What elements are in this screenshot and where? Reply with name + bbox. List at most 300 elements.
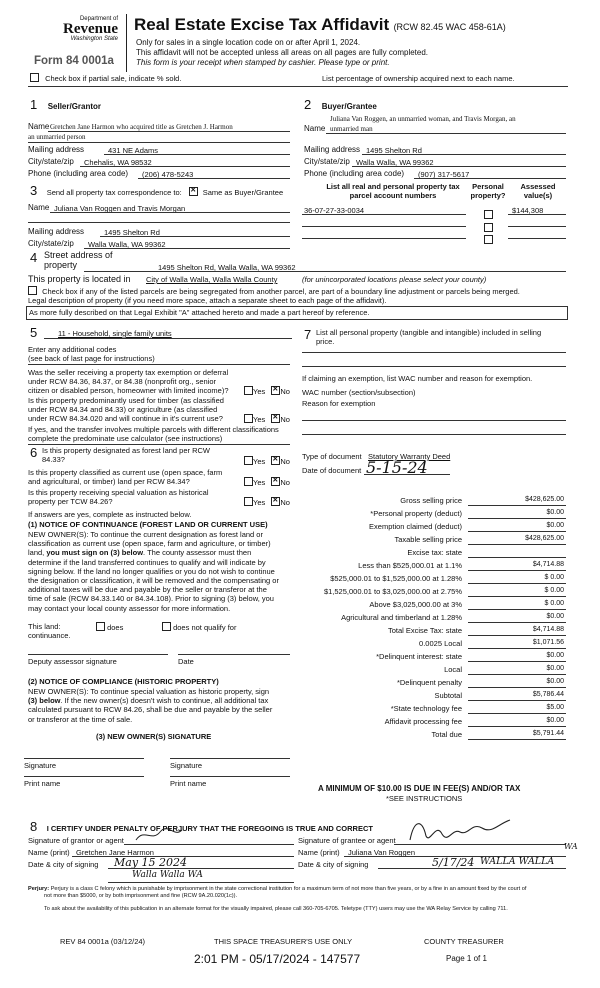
accessibility-note: To ask about the availability of this publication in an alternate format for the visually impaired, please call 360-705-6705. Teletype (TTY) users may use the WA Relay Service by calling 711. — [44, 906, 508, 912]
tax-row-value[interactable]: $0.00 — [546, 613, 564, 620]
tax-row-rule — [468, 622, 566, 623]
notice-line: additional taxes will be due and payable by the seller or transferor at the — [28, 585, 267, 595]
perjury-line: not more than $5000, or by both imprisonment and fine (RCW 9A.20.020(1c)). — [44, 893, 238, 899]
yes-label: Yes — [253, 498, 266, 507]
tax-row-rule — [468, 726, 566, 727]
tax-row-label: Total due — [431, 730, 462, 739]
tax-row-label: *Delinquent interest: state — [376, 652, 462, 661]
personal-heading-2: property? — [470, 191, 506, 200]
subtitle-3: This form is your receipt when stamped by cashier. Please type or print. — [136, 58, 390, 67]
yes-label: Yes — [253, 387, 266, 396]
no-checkbox[interactable] — [271, 477, 280, 486]
grantee-signature-label: Signature of grantee or agent — [298, 836, 396, 845]
document-type-label: Type of document — [302, 452, 362, 461]
q-line: Is this property classified as current use (open space, farm — [28, 468, 223, 477]
notice-line: may contact your local county assessor for more information. — [28, 603, 231, 613]
assessed-heading — [512, 182, 564, 200]
tax-row-value[interactable]: $0.00 — [546, 678, 564, 685]
grantee-signature[interactable] — [406, 814, 514, 848]
tax-row-rule — [468, 583, 566, 584]
partial-sale-label: Check box if partial sale, indicate % sold. — [45, 74, 182, 83]
seller-city-value[interactable]: Chehalis, WA 98532 — [84, 158, 152, 167]
correspondence-name-label: Name — [28, 203, 50, 212]
personal-heading-1: Personal — [472, 182, 504, 191]
tax-row-value[interactable]: $ 0.00 — [544, 574, 564, 581]
tax-row-rule — [468, 596, 566, 597]
q-line: under RCW 84.34 and 84.33) or agriculture (as classified — [28, 405, 218, 414]
grantor-city-value[interactable]: Walla Walla WA — [132, 870, 203, 880]
historic-answer — [244, 497, 290, 507]
q-line: under RCW 84.34.020 and will continue in it's current use? — [28, 414, 223, 423]
notice-line: time of sale (RCW 84.33.140 or 84.34.108). Prior to signing (3) below, you — [28, 594, 274, 604]
rule — [84, 271, 566, 272]
grantee-name-label: Name (print) — [298, 848, 340, 857]
personal-property-checkbox[interactable] — [484, 235, 493, 244]
rule — [138, 178, 290, 179]
rule — [302, 352, 566, 353]
tax-row-label: $525,000.01 to $1,525,000.00 at 1.28% — [330, 574, 462, 583]
partial-sale-checkbox[interactable] — [30, 73, 39, 82]
notice-line: signing below. If the land no longer qualifies or you do not wish to continue — [28, 566, 275, 576]
tax-row-rule — [468, 674, 566, 675]
q-line: under RCW 84.36, 84.37, or 84.38 (nonprofit org., senior — [28, 377, 217, 386]
grantee-city-value[interactable]: WALLA WALLA — [480, 856, 555, 867]
parcel-heading-1: List all real and personal property tax — [326, 182, 460, 191]
grantor-name-value[interactable]: Gretchen Jane Harmon — [76, 848, 154, 857]
tax-row-value[interactable]: $4,714.88 — [532, 561, 564, 568]
label-line: price. — [316, 337, 335, 346]
document-type-value[interactable]: Statutory Warranty Deed — [368, 452, 451, 461]
rule — [378, 868, 566, 869]
correspondence-city-value[interactable]: Walla Walla, WA 99362 — [88, 240, 166, 249]
perjury-notice — [28, 886, 526, 900]
tax-row-label: Taxable selling price — [394, 535, 462, 544]
correspondence-name-value[interactable]: Juliana Van Roggen and Travis Morgan — [54, 204, 186, 213]
property-address-value[interactable]: 1495 Shelton Rd, Walla Walla, WA 99362 — [158, 263, 296, 272]
grantee-name-value[interactable]: Juliana Van Roggen — [348, 848, 415, 857]
tax-row-value[interactable]: $0.00 — [546, 665, 564, 672]
tax-row-value[interactable]: $1,071.56 — [532, 639, 564, 646]
rule — [100, 236, 290, 237]
q-line: and agricultural, or timber) land per RCW 84.34? — [28, 477, 190, 486]
notice-line: or transferor at the time of sale. — [28, 714, 133, 724]
q-line: Is this property predominantly used for timber (as classified — [28, 396, 224, 405]
tax-row-label: Above $3,025,000.00 at 3% — [369, 600, 462, 609]
use-code-value[interactable]: 11 - Household, single family units — [58, 329, 172, 338]
personal-property-label — [316, 328, 541, 346]
notice-line: NEW OWNER(S): To continue special valuation as historic property, sign — [28, 687, 270, 696]
grantee-date-value[interactable]: 5/17/24 — [432, 856, 475, 869]
tax-row-rule — [468, 687, 566, 688]
notice-text: . The county assessor must then — [143, 548, 252, 558]
segregated-row — [28, 286, 520, 296]
tax-row-label: Total Excise Tax: state — [387, 626, 462, 635]
tax-row-rule — [468, 544, 566, 545]
yes-label: Yes — [253, 478, 266, 487]
print-name-label: Print name — [24, 779, 61, 788]
rule — [414, 178, 566, 179]
tax-row-rule — [468, 739, 566, 740]
rule — [24, 776, 144, 777]
rule — [302, 420, 566, 421]
tax-row-rule — [468, 557, 566, 558]
tax-row-label: *Delinquent penalty — [396, 678, 462, 687]
forest-answer — [244, 456, 290, 466]
rule — [84, 248, 290, 249]
notice-text: . If the new owner(s) doesn't wish to continue, all additional tax — [60, 696, 269, 706]
q-line: property per TCW 84.26? — [28, 497, 113, 506]
does-checkbox[interactable] — [96, 622, 105, 631]
tax-row-label: Subtotal — [434, 691, 462, 700]
tax-row-label: 0.0025 Local — [419, 639, 462, 648]
grantor-date-label: Date & city of signing — [28, 860, 99, 869]
perjury-label: Perjury: — [28, 886, 50, 892]
grantee-date-label: Date & city of signing — [298, 860, 369, 869]
tax-row-rule — [468, 713, 566, 714]
yes-checkbox[interactable] — [244, 497, 253, 506]
tax-row-rule — [468, 531, 566, 532]
rule — [508, 214, 566, 215]
tax-row-value[interactable]: $4,714.88 — [532, 626, 564, 633]
rule — [28, 654, 168, 655]
rule — [108, 882, 294, 883]
notice-bold: (3) below — [28, 696, 61, 706]
grantee-state-value[interactable]: WA — [564, 842, 578, 851]
buyer-title: Buyer/Grantee — [321, 102, 377, 111]
tax-row-value[interactable]: $0.00 — [546, 509, 564, 516]
yes-label: Yes — [253, 457, 266, 466]
does-not-option — [162, 622, 236, 632]
tax-row-rule — [468, 609, 566, 610]
tax-row-rule — [468, 635, 566, 636]
exemption-question — [28, 368, 229, 395]
certify-heading — [30, 818, 373, 836]
segregated-label: Check box if any of the listed parcels are being segregated from another parcel, are part of a boundary line adjustment or parcels being merged. — [42, 287, 520, 296]
same-as-buyer-checkbox[interactable] — [189, 187, 198, 196]
section-number: 1 — [30, 97, 38, 112]
rule — [50, 212, 290, 213]
notice-compliance-body — [28, 687, 272, 724]
minimum-fee-note: A MINIMUM OF $10.00 IS DUE IN FEE(S) AND/OR TAX — [318, 784, 521, 793]
tax-row-rule — [468, 700, 566, 701]
tax-row-label: Local — [444, 665, 462, 674]
partial-sale-row — [30, 73, 181, 83]
rule — [124, 844, 294, 845]
revision-label: REV 84 0001a (03/12/24) — [60, 937, 146, 946]
deputy-date-label: Date — [178, 657, 194, 666]
timber-answer — [244, 414, 290, 424]
form-number: Form 84 0001a — [34, 55, 114, 67]
notice-bold: you must sign on (3) below — [46, 548, 144, 558]
tax-row-label: Exemption claimed (deduct) — [369, 522, 462, 531]
section-number: 5 — [30, 325, 38, 340]
tax-row-value[interactable]: $5.00 — [546, 704, 564, 711]
does-not-checkbox[interactable] — [162, 622, 171, 631]
q-line: Is this property receiving special valuation as historical — [28, 488, 209, 497]
exemption-label: If claiming an exemption, list WAC number and reason for exemption. — [302, 374, 533, 383]
ownership-note: List percentage of ownership acquired next to each name. — [322, 74, 515, 83]
correspondence-city-label: City/state/zip — [28, 239, 74, 248]
tax-row-value[interactable]: $0.00 — [546, 522, 564, 529]
parcel-number[interactable]: 36-07-27-33-0034 — [304, 206, 365, 215]
deputy-signature-label: Deputy assessor signature — [28, 657, 117, 666]
rule — [302, 366, 566, 367]
new-owner-signature-title: (3) NEW OWNER(S) SIGNATURE — [96, 732, 212, 741]
rule — [362, 154, 566, 155]
section-number: 8 — [30, 819, 38, 834]
seller-phone-label: Phone (including area code) — [28, 169, 129, 178]
buyer-mailing-value[interactable]: 1495 Shelton Rd — [366, 146, 422, 155]
page-title: Real Estate Excise Tax Affidavit — [134, 15, 390, 34]
personal-heading — [468, 182, 508, 200]
historic-question — [28, 488, 209, 506]
rule — [48, 131, 290, 132]
logo-line-3: Washington State — [70, 36, 118, 42]
rule — [24, 758, 144, 759]
does-label: does — [107, 623, 124, 632]
buyer-phone-value[interactable]: (907) 317-5617 — [418, 170, 470, 179]
legal-description-label: Legal description of property (if you need more space, attach a separate sheet to each page of the affidavit). — [28, 296, 387, 305]
see-instructions-note: *SEE INSTRUCTIONS — [386, 794, 463, 803]
notice-continuance-title: (1) NOTICE OF CONTINUANCE (FOREST LAND OR CURRENT USE) — [28, 520, 268, 529]
does-not-label: does not qualify for — [173, 623, 237, 632]
perjury-line — [28, 886, 526, 893]
correspondence-mailing-value[interactable]: 1495 Shelton Rd — [104, 228, 160, 237]
current-use-answer — [244, 477, 290, 487]
rule — [326, 133, 566, 134]
buyer-heading — [304, 96, 377, 114]
q-line: citizen or disabled person, homeowner with limited income)? — [28, 386, 229, 395]
tax-row-label: *State technology fee — [390, 704, 462, 713]
no-label: No — [280, 387, 290, 396]
rule — [352, 166, 566, 167]
page-title-block — [134, 15, 506, 35]
cashier-stamp: 2:01 PM - 05/17/2024 - 147577 — [194, 952, 361, 966]
assessed-heading-2: value(s) — [523, 191, 553, 200]
seller-phone-value[interactable]: (206) 478-5243 — [142, 170, 194, 179]
tax-row-value[interactable]: $5,791.44 — [532, 730, 564, 737]
multiple-parcels-note — [28, 425, 279, 443]
additional-codes-label: Enter any additional codes — [28, 345, 117, 354]
notice-line: classification as current use (open space, farm and agriculture, or timber) — [28, 539, 271, 549]
tax-row-value[interactable]: $0.00 — [546, 652, 564, 659]
street-label-2: property — [44, 260, 78, 270]
tax-row-rule — [468, 570, 566, 571]
notice-line — [28, 548, 279, 557]
document-date-label: Date of document — [302, 466, 362, 475]
notice-line: calculated pursuant to RCW 84.26, shall be due and payable by the seller — [28, 705, 273, 715]
no-label: No — [280, 415, 290, 424]
signature-label: Signature — [170, 761, 203, 770]
rule — [80, 166, 290, 167]
rule — [28, 86, 568, 87]
forest-question — [42, 446, 210, 464]
wac-label: WAC number (section/subsection) — [302, 388, 416, 397]
subtitle-1: Only for sales in a single location code on or after April 1, 2024. — [136, 38, 361, 47]
if-yes-note: If answers are yes, complete as instructed below. — [28, 510, 192, 519]
tax-row-value[interactable]: $ 0.00 — [544, 600, 564, 607]
rule — [302, 434, 566, 435]
seller-mailing-value[interactable]: 431 NE Adams — [108, 146, 159, 155]
rule — [508, 226, 566, 227]
tax-row-rule — [468, 661, 566, 662]
assessed-heading-1: Assessed — [520, 182, 556, 191]
no-checkbox[interactable] — [271, 497, 280, 506]
rule — [508, 238, 566, 239]
personal-cell — [484, 230, 493, 248]
rule — [28, 364, 290, 365]
located-label: This property is located in — [28, 274, 131, 284]
this-land-label: This land: — [28, 622, 61, 631]
grantor-signature[interactable] — [134, 826, 184, 844]
section-number: 2 — [304, 97, 312, 112]
same-as-buyer-label: Same as Buyer/Grantee — [202, 188, 284, 197]
rule — [108, 868, 294, 869]
page-indicator: Page 1 of 1 — [446, 954, 487, 963]
no-checkbox[interactable] — [271, 386, 280, 395]
reason-label: Reason for exemption — [302, 399, 376, 408]
signature-label: Signature — [24, 761, 57, 770]
tax-row-label: $1,525,000.01 to $3,025,000.00 at 2.75% — [323, 587, 462, 596]
additional-codes-note: (see back of last page for instructions) — [28, 354, 155, 363]
no-checkbox[interactable] — [271, 414, 280, 423]
no-label: No — [280, 498, 290, 507]
section-number: 7 — [304, 327, 312, 342]
assessed-value[interactable]: $144,308 — [512, 206, 544, 215]
subtitle-2: This affidavit will not be accepted unless all areas on all pages are fully completed. — [136, 48, 429, 57]
tax-row-value[interactable]: $428,625.00 — [525, 535, 564, 542]
section-3-header — [30, 182, 283, 200]
seller-name-value-2[interactable]: an unmarried person — [28, 133, 86, 141]
section-number: 6 — [30, 445, 38, 460]
yes-checkbox[interactable] — [244, 456, 253, 465]
section-number: 4 — [30, 250, 38, 265]
tax-row-value[interactable]: $428,625.00 — [525, 496, 564, 503]
seller-name-label: Name — [28, 122, 50, 131]
correspondence-label: Send all property tax correspondence to: — [46, 188, 182, 197]
no-label: No — [280, 478, 290, 487]
county-treasurer-label: COUNTY TREASURER — [424, 937, 504, 946]
q-line: complete the predominate use calculator (see instructions) — [28, 434, 223, 443]
grantor-date-value[interactable]: May 15 2024 — [114, 856, 188, 869]
section-number: 3 — [30, 183, 38, 198]
buyer-name-value[interactable]: Juliana Van Roggen, an unmarried woman, and Travis Morgan, an — [330, 115, 516, 123]
parcel-heading — [318, 182, 468, 200]
continuance-label: continuance. — [28, 631, 71, 640]
header-divider — [126, 14, 127, 72]
print-name-label: Print name — [170, 779, 207, 788]
yes-label: Yes — [253, 415, 266, 424]
tax-row-rule — [468, 505, 566, 506]
treasurer-space-label: THIS SPACE TREASURER'S USE ONLY — [214, 937, 353, 946]
tax-row-label: Excise tax: state — [407, 548, 462, 557]
street-address-label — [44, 250, 113, 270]
tax-row-label: Less than $525,000.01 at 1.1% — [358, 561, 462, 570]
parcel-heading-2: parcel account numbers — [349, 191, 437, 200]
rule — [364, 474, 450, 475]
notice-compliance-title: (2) NOTICE OF COMPLIANCE (HISTORIC PROPERTY) — [28, 677, 219, 686]
seller-heading — [30, 96, 101, 114]
rcw-reference: (RCW 82.45 WAC 458-61A) — [393, 22, 506, 32]
seller-title: Seller/Grantor — [47, 102, 102, 111]
rule — [28, 444, 290, 445]
current-use-question — [28, 468, 222, 486]
rule — [302, 214, 466, 215]
buyer-name-value-2[interactable]: unmarried man — [330, 125, 373, 133]
q-line: Was the seller receiving a property tax exemption or deferral — [28, 368, 229, 377]
notice-line — [28, 696, 272, 705]
notice-line: the designation or classification, it will be removed and the compensating or — [28, 576, 279, 586]
notice-text: land, — [28, 548, 47, 558]
q-line: 84.33? — [42, 455, 65, 464]
tax-row-rule — [468, 518, 566, 519]
grantor-name-label: Name (print) — [28, 848, 70, 857]
label-line: List all personal property (tangible and intangible) included in selling — [316, 328, 542, 337]
no-checkbox[interactable] — [271, 456, 280, 465]
logo-line-1: Department of — [79, 16, 118, 22]
tax-row-value[interactable]: $5,786.44 — [532, 691, 564, 698]
seller-name-value[interactable]: Gretchen Jane Harmon who acquired title as Gretchen J. Harmon — [50, 123, 233, 131]
rule — [28, 142, 290, 143]
notice-continuance-body — [28, 530, 279, 613]
segregated-checkbox[interactable] — [28, 286, 37, 295]
logo-revenue: Revenue — [63, 21, 118, 37]
tax-row-label: Affidavit processing fee — [384, 717, 462, 726]
correspondence-mailing-label: Mailing address — [28, 227, 85, 236]
yes-checkbox[interactable] — [244, 386, 253, 395]
rule — [178, 654, 290, 655]
rule — [170, 758, 290, 759]
street-label-1: Street address of — [44, 250, 113, 260]
yes-checkbox[interactable] — [244, 477, 253, 486]
tax-row-value[interactable]: $ 0.00 — [544, 587, 564, 594]
legal-description-value[interactable]: As more fully described on that Legal Exhibit "A" attached hereto and made a part hereof by reference. — [26, 306, 568, 320]
exemption-answer — [244, 386, 290, 396]
tax-table — [300, 496, 566, 746]
rule — [44, 338, 292, 339]
buyer-city-label: City/state/zip — [304, 157, 350, 166]
rule — [170, 776, 290, 777]
certify-label: I CERTIFY UNDER PENALTY OF PERJURY THAT THE FOREGOING IS TRUE AND CORRECT — [46, 824, 373, 833]
yes-checkbox[interactable] — [244, 414, 253, 423]
rule — [302, 226, 466, 227]
county-value[interactable]: City of Walla Walla, Walla Walla County — [146, 275, 278, 284]
notice-line: determine if the land transferred continues to qualify and will indicate by — [28, 557, 266, 567]
seller-city-label: City/state/zip — [28, 157, 74, 166]
tax-row-label: *Personal property (deduct) — [370, 509, 462, 518]
grantor-signature-label: Signature of grantor or agent — [28, 836, 124, 845]
notice-line: NEW OWNER(S): To continue the current designation as forest land or — [28, 530, 263, 539]
department-logo — [34, 16, 118, 42]
buyer-phone-label: Phone (including area code) — [304, 169, 405, 178]
tax-row-value[interactable]: $0.00 — [546, 717, 564, 724]
buyer-name-label: Name — [304, 124, 326, 133]
tax-row-label: Agricultural and timberland at 1.28% — [341, 613, 462, 622]
document-date-value[interactable]: 5-15-24 — [366, 458, 428, 477]
no-label: No — [280, 457, 290, 466]
perjury-text: Perjury is a class C felony which is punishable by imprisonment in the state correctional institution for a maximum term of not more than five years, or by a fine in an amount fixed by the court of — [50, 886, 527, 892]
does-option — [96, 622, 123, 632]
tax-row-rule — [468, 648, 566, 649]
seller-mailing-label: Mailing address — [28, 145, 85, 154]
rule — [28, 222, 290, 223]
tax-row-label: Gross selling price — [400, 496, 462, 505]
buyer-city-value[interactable]: Walla Walla, WA 99362 — [356, 158, 434, 167]
q-line: Is this property designated as forest land per RCW — [42, 446, 210, 455]
buyer-mailing-label: Mailing address — [304, 145, 361, 154]
timber-question — [28, 396, 224, 423]
rule — [302, 238, 466, 239]
